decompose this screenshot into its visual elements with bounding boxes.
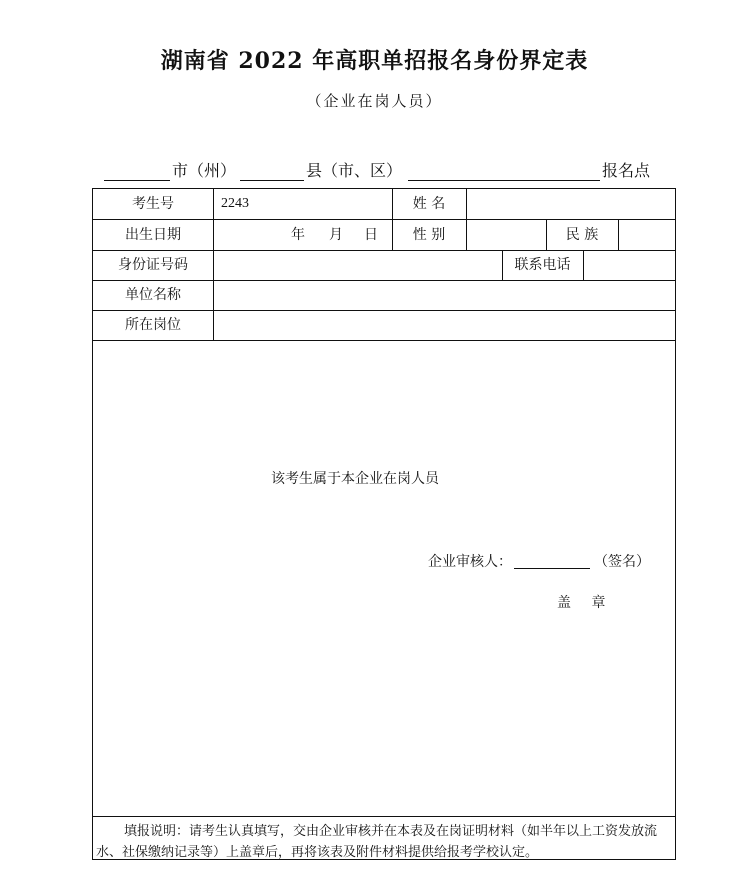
reviewer-signature-blank[interactable]: [514, 568, 590, 569]
sign-label: （签名）: [594, 554, 650, 570]
city-blank[interactable]: [104, 180, 170, 181]
form-title: 湖南省 2022 年高职单招报名身份界定表: [160, 48, 589, 74]
name-field[interactable]: [467, 189, 675, 219]
form-table: [92, 188, 676, 860]
reviewer-label: 企业审核人：: [428, 554, 512, 570]
phone-label: 联系电话: [514, 257, 571, 273]
row-divider: [93, 340, 675, 341]
city-label: 市（州）: [172, 161, 237, 180]
site-label: 报名点: [602, 161, 651, 180]
id-label: 身份证号码: [118, 257, 188, 273]
ethnicity-field[interactable]: [619, 220, 675, 250]
birth-day-label: 日: [364, 227, 378, 243]
county-blank[interactable]: [240, 180, 304, 181]
declaration-statement: 该考生属于本企业在岗人员: [271, 471, 439, 487]
gender-label: 性 别: [412, 227, 446, 243]
birth-year-label: 年: [291, 227, 305, 243]
note-divider: [93, 816, 675, 817]
exam-no-label: 考生号: [132, 196, 174, 212]
exam-no-field[interactable]: 2243: [221, 196, 249, 211]
county-label: 县（市、区）: [306, 161, 403, 180]
form-subtitle: （企业在岗人员）: [306, 92, 443, 110]
unit-field[interactable]: [214, 280, 675, 310]
gender-field[interactable]: [467, 220, 546, 250]
id-field[interactable]: [214, 250, 502, 280]
birth-label: 出生日期: [125, 227, 181, 243]
name-label: 姓 名: [412, 196, 446, 212]
ethnicity-label: 民 族: [565, 227, 599, 243]
post-field[interactable]: [214, 310, 675, 340]
unit-label: 单位名称: [125, 287, 181, 303]
phone-field[interactable]: [584, 250, 675, 280]
seal-label: 盖 章: [557, 595, 614, 611]
filling-instructions: 填报说明：请考生认真填写，交由企业审核并在本表及在岗证明材料（如半年以上工资发放流水、社保缴纳记录等）上盖章后，再将该表及附件材料提供给报考学校认定。: [96, 824, 658, 860]
birth-month-label: 月: [329, 227, 343, 243]
post-label: 所在岗位: [125, 317, 181, 333]
site-blank[interactable]: [408, 180, 600, 181]
